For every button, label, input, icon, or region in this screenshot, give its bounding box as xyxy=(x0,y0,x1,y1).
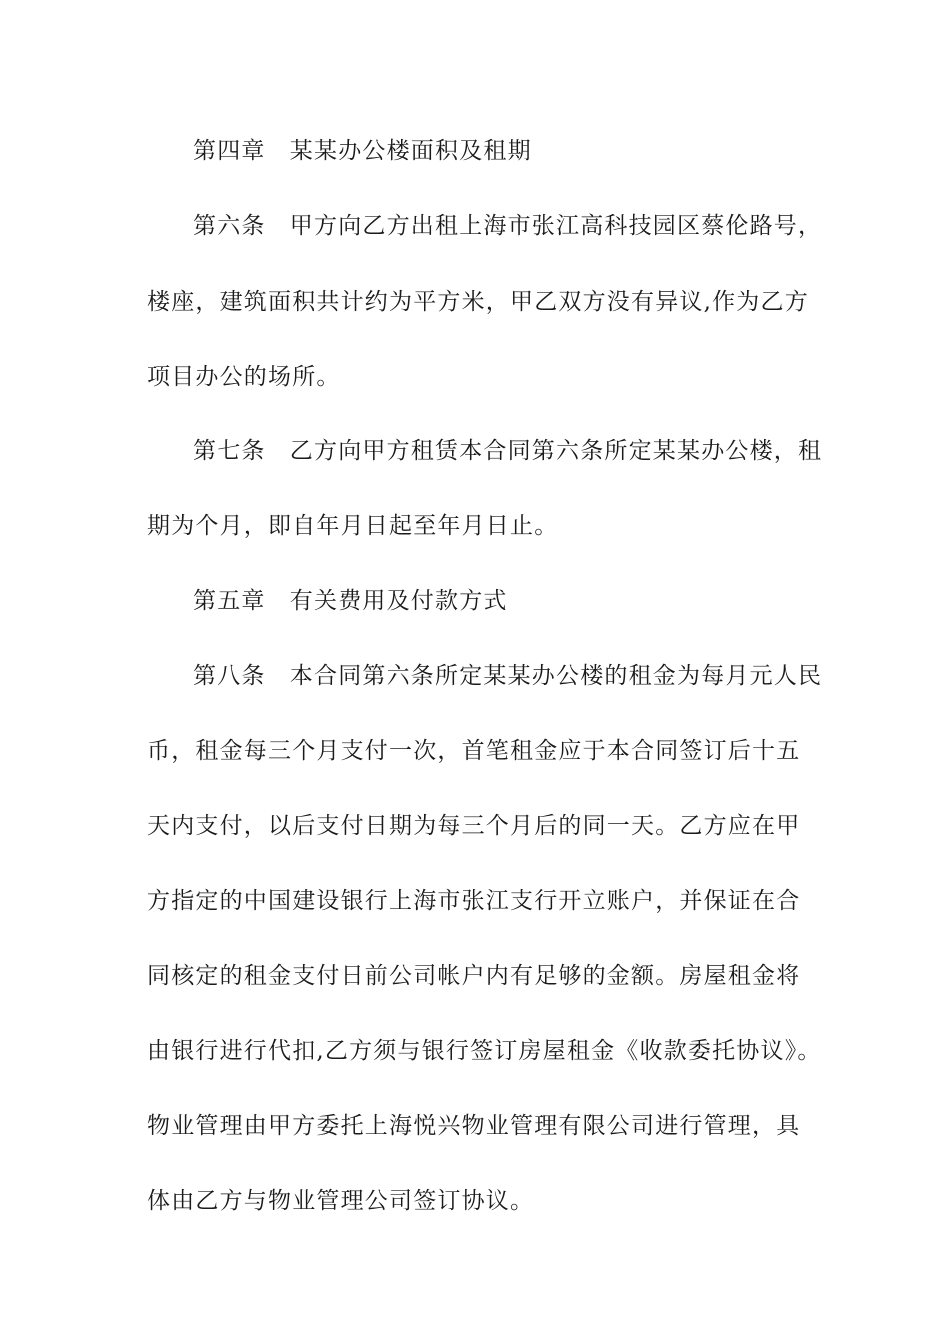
article-8-line-1: 第八条 本合同第六条所定某某办公楼的租金为每月元人民 xyxy=(193,663,823,689)
article-8-line-2: 币，租金每三个月支付一次，首笔租金应于本合同签订后十五 xyxy=(147,738,801,764)
article-8-line-6: 由银行进行代扣,乙方须与银行签订房屋租金《收款委托协议》。 xyxy=(147,1038,822,1064)
article-7-line-1: 第七条 乙方向甲方租赁本合同第六条所定某某办公楼，租 xyxy=(193,438,823,464)
article-8-line-7: 物业管理由甲方委托上海悦兴物业管理有限公司进行管理，具 xyxy=(147,1113,801,1139)
article-6-line-3: 项目办公的场所。 xyxy=(147,364,341,390)
article-8-line-5: 同核定的租金支付日前公司帐户内有足够的金额。房屋租金将 xyxy=(147,963,801,989)
article-7-line-2: 期为个月，即自年月日起至年月日止。 xyxy=(147,513,559,539)
article-6-line-2: 楼座，建筑面积共计约为平方米，甲乙双方没有异议,作为乙方 xyxy=(147,289,809,315)
article-8-line-3: 天内支付，以后支付日期为每三个月后的同一天。乙方应在甲 xyxy=(147,813,801,839)
article-8-line-8: 体由乙方与物业管理公司签订协议。 xyxy=(147,1188,535,1214)
article-8-line-4: 方指定的中国建设银行上海市张江支行开立账户，并保证在合 xyxy=(147,888,801,914)
chapter-5-heading: 第五章 有关费用及付款方式 xyxy=(193,588,508,614)
article-6-line-1: 第六条 甲方向乙方出租上海市张江高科技园区蔡伦路号， xyxy=(193,213,823,239)
chapter-4-heading: 第四章 某某办公楼面积及租期 xyxy=(193,138,532,164)
